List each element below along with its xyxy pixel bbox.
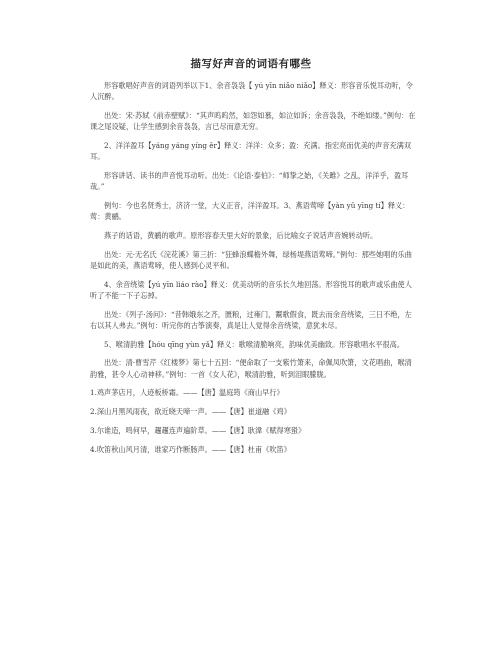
paragraph: 出处：元·无名氏《浣花溪》第三折：“狂蜂浪蝶檐外舞，绿杨堤燕语莺啼。”例句：那些她唱的乐曲是如此的美，燕语莺啼，使人感到心灵平和。 <box>90 249 412 270</box>
list-item: 2.深山月黑风雨夜，欲近晓天啼一声。——【唐】崔道融《鸡》 <box>90 406 291 416</box>
paragraph: 形容歌唱好声音的词语列举以下1、余音袅袅【 yú yīn niǎo niǎo】释义：形容音乐悦耳动听，令人沉醉。 <box>90 81 413 102</box>
paragraph: 形容讲话、读书的声音悦耳动听。出处：《论语·泰伯》：“师挚之始，《关雎》之乱，洋洋乎，盈耳哉。” <box>90 171 409 192</box>
list-item: 3.尔谁造，鸣何早，趯趯连声遍阶草。——【唐】耿湋《赋得寒蛩》 <box>90 425 306 435</box>
list-item: 4.吹笛秋山风月清，谁家巧作断肠声。——【唐】杜甫《吹笛》 <box>90 444 291 454</box>
paragraph: 出处：宋·苏轼《前赤壁赋》：“其声呜呜然，如怨如慕，如泣如诉；余音袅袅，不绝如缕。”例句：在课之尾设疑，让学生感到余音袅袅，言已尽而意无穷。 <box>90 111 416 132</box>
paragraph: 出处：清·曹雪芹《红楼梦》第七十五回：“便命取了一支紫竹箫来，命佩凤吹箫，文花唱曲，喉清韵雅，甚令人心动神移。”例句：一首《女人花》，喉清韵雅，听到泪眼朦胧。 <box>90 358 412 379</box>
poem-list <box>90 387 416 455</box>
page-title: 描写好声音的词语有哪些 <box>190 58 312 70</box>
paragraph: 燕子的话语，黄鹂的歌声。原形容春天里大好的景象，后比喻女子说话声音婉转动听。 <box>104 231 378 240</box>
paragraph: 4、余音绕梁【yú yīn liáo rào】释义：优美动听的音乐长久地回荡。形容悦耳的歌声或乐曲使人听了不能一下子忘掉。 <box>90 279 412 300</box>
document-body <box>90 80 416 462</box>
paragraph: 2、洋洋盈耳【yáng yáng yíng ěr】释义：洋洋：众多；盈：充满。指宏亮而优美的声音充满双耳。 <box>90 141 412 162</box>
list-item: 1.鸡声茅店月，人迹板桥霜。——【唐】温庭筠《商山早行》 <box>90 388 284 398</box>
paragraph: 出处：《列子·汤问》：“昔韩娥东之齐，匮粮，过雍门，鬻歌假食，既去而余音绕梁，三日不绝，左右以其人弗去。”例句：听完你的古筝演奏，真是让人觉得余音绕梁，意犹未尽。 <box>90 309 412 330</box>
paragraph: 5、喉清韵雅【hóu qīng yùn yǎ】释义：歌喉清脆响亮，韵味优美幽致。形容歌唱水平很高。 <box>104 339 404 349</box>
paragraph: 例句：今也名贤秀士，济济一堂，大义正音，洋洋盈耳。3、燕语莺啼【yàn yǔ yīng tí】释义：莺：黄鹂。 <box>90 201 410 222</box>
